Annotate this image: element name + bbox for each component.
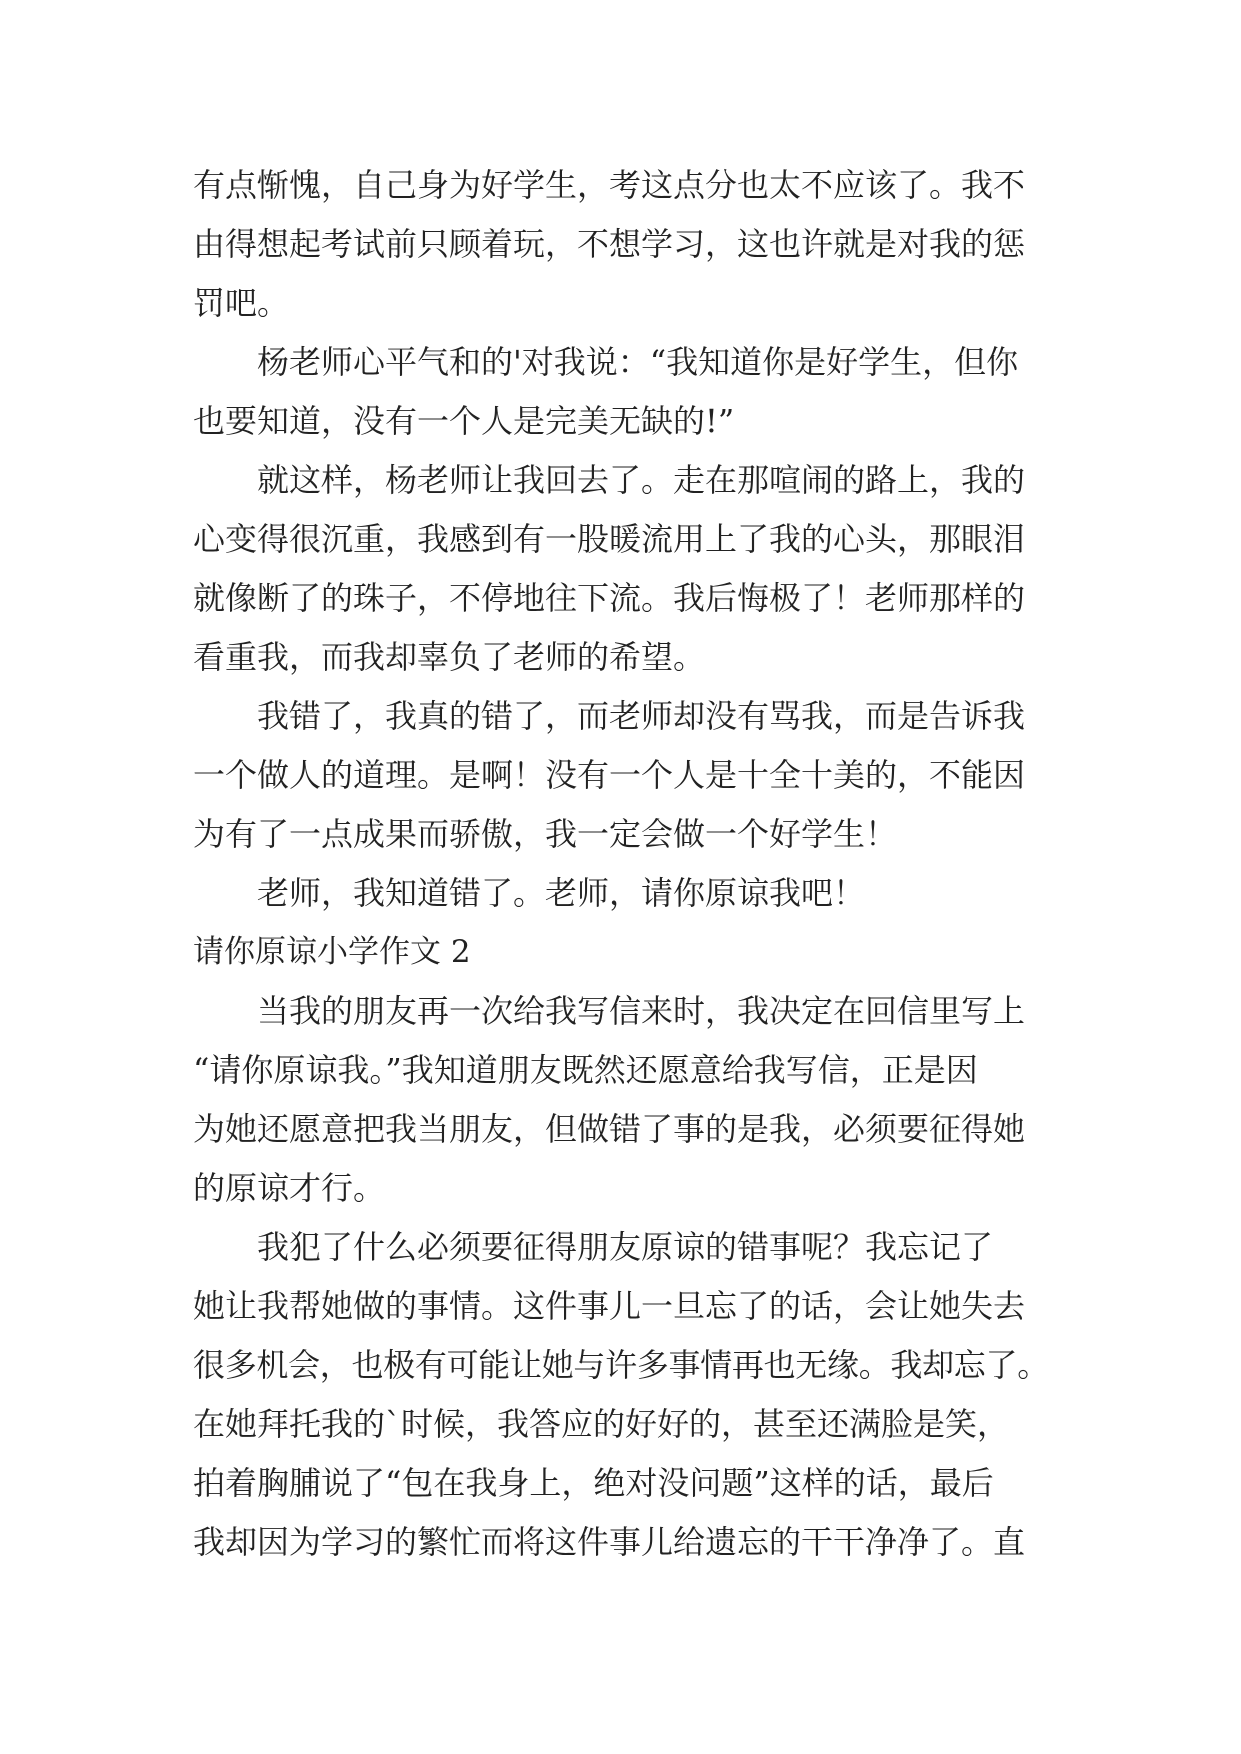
text-line: 由得想起考试前只顾着玩，不想学习，这也许就是对我的惩 bbox=[193, 225, 1026, 263]
text-line: 她让我帮她做的事情。这件事儿一旦忘了的话，会让她失去 bbox=[193, 1287, 1026, 1325]
text-line: 很多机会，也极有可能让她与许多事情再也无缘。我却忘了。 bbox=[193, 1346, 1049, 1384]
text-line: 看重我，而我却辜负了老师的希望。 bbox=[193, 638, 706, 676]
text-line: 罚吧。 bbox=[193, 284, 290, 322]
text-line: 当我的朋友再一次给我写信来时，我决定在回信里写上 bbox=[257, 992, 1026, 1030]
text-line: 就这样，杨老师让我回去了。走在那喧闹的路上，我的 bbox=[257, 461, 1026, 499]
text-line: 心变得很沉重，我感到有一股暖流用上了我的心头，那眼泪 bbox=[193, 520, 1026, 558]
text-line: 的原谅才行。 bbox=[193, 1169, 386, 1207]
text-line: 我错了，我真的错了，而老师却没有骂我，而是告诉我 bbox=[257, 697, 1026, 735]
document-page bbox=[193, 156, 1049, 1572]
text-line: 我却因为学习的繁忙而将这件事儿给遗忘的干干净净了。直 bbox=[193, 1523, 1026, 1561]
text-line: 拍着胸脯说了“包在我身上，绝对没问题”这样的话，最后 bbox=[193, 1464, 994, 1502]
text-line: 一个做人的道理。是啊！没有一个人是十全十美的，不能因 bbox=[193, 756, 1026, 794]
text-line: 有点惭愧，自己身为好学生，考这点分也太不应该了。我不 bbox=[193, 166, 1026, 204]
text-line: 老师，我知道错了。老师，请你原谅我吧！ bbox=[257, 874, 866, 912]
text-line: 为她还愿意把我当朋友，但做错了事的是我，必须要征得她 bbox=[193, 1110, 1026, 1148]
text-line: 就像断了的珠子，不停地往下流。我后悔极了！老师那样的 bbox=[193, 579, 1026, 617]
text-line: “请你原谅我。”我知道朋友既然还愿意给我写信，正是因 bbox=[193, 1051, 978, 1089]
text-line: 我犯了什么必须要征得朋友原谅的错事呢？我忘记了 bbox=[257, 1228, 994, 1266]
text-line: 杨老师心平气和的'对我说：“我知道你是好学生，但你 bbox=[257, 343, 1019, 381]
section-heading: 请你原谅小学作文 2 bbox=[193, 934, 471, 970]
text-line: 为有了一点成果而骄傲，我一定会做一个好学生！ bbox=[193, 815, 898, 853]
text-line: 在她拜托我的`时候，我答应的好好的，甚至还满脸是笑， bbox=[193, 1405, 1010, 1443]
text-line: 也要知道，没有一个人是完美无缺的!” bbox=[193, 402, 735, 440]
